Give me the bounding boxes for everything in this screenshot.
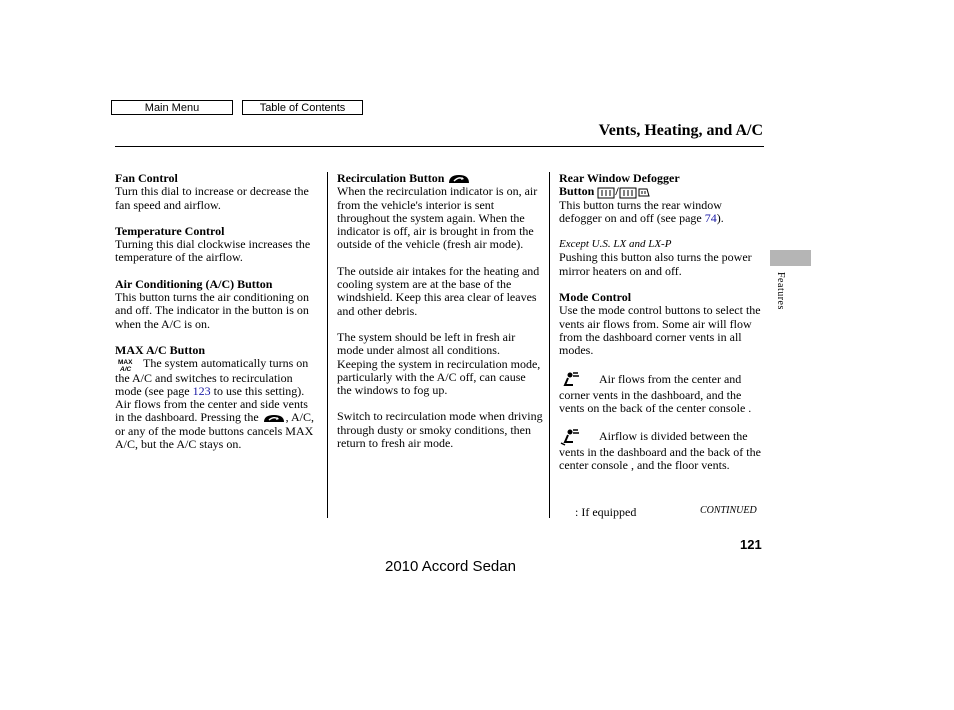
recirculation-heading: Recirculation Button: [337, 172, 543, 185]
except-note: Except U.S. LX and LX-P: [559, 238, 672, 251]
recirculation-text-1: When the recirculation indicator is on, air from the vehicle's interior is sent throughout the system again. When the indicator is off, air is brought in from the outside of the vehicle (fresh air mode).: [337, 184, 538, 252]
page-74-link[interactable]: 74: [704, 210, 717, 225]
recirculation-text-2: The outside air intakes for the heating and cooling system are at the base of the windshield. Keep this area clear of leaves and other debris.: [337, 263, 540, 318]
column-3: [559, 172, 764, 473]
recirculation-text-4: Switch to recirculation mode when driving through dusty or smoky conditions, then return to fresh air mode.: [337, 409, 543, 451]
mirror-heater-text: Pushing this button also turns the power mirror heaters on and off.: [559, 250, 752, 278]
column-divider: [549, 172, 550, 518]
svg-text:A/C: A/C: [120, 365, 132, 372]
rear-defogger-heading-line2: Button /: [559, 185, 764, 198]
footnote: : If equipped: [575, 505, 637, 519]
main-menu-button[interactable]: Main Menu: [111, 100, 233, 115]
rear-defogger-heading: Rear Window Defogger: [559, 171, 680, 185]
section-tab: [770, 250, 811, 266]
table-of-contents-button[interactable]: Table of Contents: [242, 100, 363, 115]
ac-button-text: This button turns the air conditioning on and off. The indicator in the button is on when the A/C is on.: [115, 290, 309, 331]
continued-label: CONTINUED: [700, 505, 757, 516]
mode-dash-text: Air flows from the center and corner vents in the dashboard, and the vents on the back of the center console .: [559, 371, 752, 415]
page-number: 121: [740, 537, 762, 552]
temperature-control-heading: Temperature Control: [115, 223, 225, 238]
column-2: [337, 172, 543, 450]
recirculation-text-3: The system should be left in fresh air mode under almost all conditions. Keeping the system in recirculation mode, particularly with the A/C off, can cause the windows to fog up.: [337, 329, 541, 398]
dashboard-vent-mode-icon: [559, 371, 581, 389]
section-label: Features: [775, 272, 786, 310]
column-divider: [327, 172, 328, 518]
fan-control-heading: Fan Control: [115, 171, 178, 185]
svg-text:MAX: MAX: [118, 358, 133, 366]
rear-defogger-text: This button turns the rear window defogger on and off (see page 74).: [559, 197, 724, 225]
bi-level-mode-icon: [559, 428, 581, 446]
page-123-link[interactable]: 123: [192, 383, 211, 398]
temperature-control-text: Turning this dial clockwise increases the temperature of the airflow.: [115, 237, 311, 265]
fan-control-text: Turn this dial to increase or decrease the fan speed and airflow.: [115, 184, 309, 212]
max-ac-heading: MAX A/C Button: [115, 342, 206, 357]
page-title: Vents, Heating, and A/C: [598, 122, 763, 139]
mode-control-text: Use the mode control buttons to select the vents air flows from. Some air will flow from the dashboard corner vents in all modes.: [559, 303, 761, 358]
max-ac-icon: [115, 358, 137, 372]
mode-control-heading: Mode Control: [559, 290, 632, 305]
ac-button-heading: Air Conditioning (A/C) Button: [115, 276, 273, 291]
column-1: [115, 172, 320, 451]
max-ac-text: MAX A/C The system automatically turns on the A/C and switches to recirculation mode (see page 123 to use this setting). Air flows from the center and side vents in the dashboard. Pressing the , A/C, or any of the mode buttons cancels MAX A/C, but the A/C stays on.: [115, 356, 314, 451]
mode-bilevel-text: Airflow is divided between the vents in the dashboard and the back of the center console , and the floor vents.: [559, 428, 761, 473]
footer-title: 2010 Accord Sedan: [385, 558, 516, 575]
title-rule: [115, 146, 764, 147]
